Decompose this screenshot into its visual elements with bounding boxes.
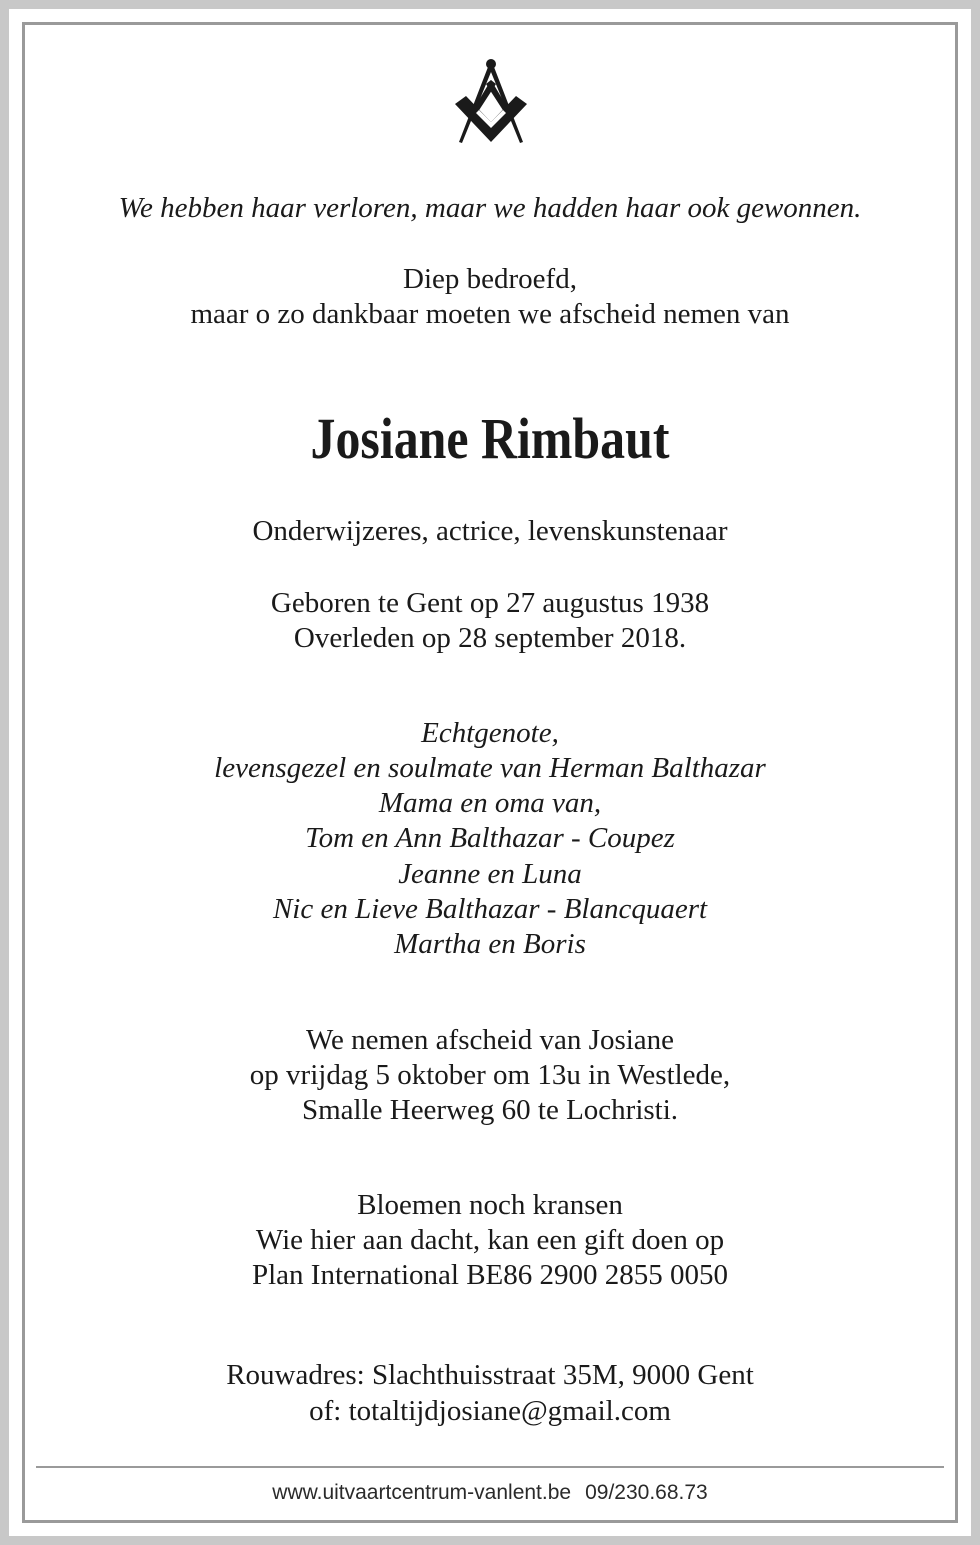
family-line: levensgezel en soulmate van Herman Balthazar [214, 752, 766, 784]
occupation: Onderwijzeres, actrice, levenskunstenaar [252, 515, 728, 547]
family-line: Nic en Lieve Balthazar - Blancquaert [272, 893, 708, 925]
funeral-home-phone: 09/230.68.73 [585, 1481, 708, 1504]
square-and-compasses-icon [451, 58, 531, 146]
family-line: Jeanne en Luna [398, 858, 582, 890]
ceremony-line: We nemen afscheid van Josiane [305, 1024, 675, 1056]
intro-line: maar o zo dankbaar moeten we afscheid nemen van [190, 298, 790, 330]
funeral-home-website[interactable]: www.uitvaartcentrum-vanlent.be [272, 1481, 572, 1504]
footer-divider [36, 1466, 944, 1468]
intro-line: Diep bedroefd, [403, 263, 577, 295]
motto: We hebben haar verloren, maar we hadden haar ook gewonnen. [118, 192, 862, 224]
donation-line: Wie hier aan dacht, kan een gift doen op [255, 1224, 725, 1256]
ceremony-line: Smalle Heerweg 60 te Lochristi. [301, 1094, 679, 1126]
contact-email: of: totaltijdjosiane@gmail.com [309, 1395, 671, 1427]
mourning-address: Rouwadres: Slachthuisstraat 35M, 9000 Gent [226, 1359, 754, 1391]
family-line: Mama en oma van, [378, 787, 602, 819]
death-date: Overleden op 28 september 2018. [293, 622, 687, 654]
donation-line: Bloemen noch kransen [357, 1189, 623, 1221]
donation-line: Plan International BE86 2900 2855 0050 [251, 1259, 729, 1291]
footer [0, 1478, 980, 1508]
family-line: Echtgenote, [421, 717, 559, 749]
family-line: Martha en Boris [394, 928, 586, 960]
birth-date: Geboren te Gent op 27 augustus 1938 [270, 587, 710, 619]
ceremony-line: op vrijdag 5 oktober om 13u in Westlede, [249, 1059, 731, 1091]
family-line: Tom en Ann Balthazar - Coupez [305, 822, 675, 854]
deceased-name: Josiane Rimbaut [310, 406, 670, 471]
